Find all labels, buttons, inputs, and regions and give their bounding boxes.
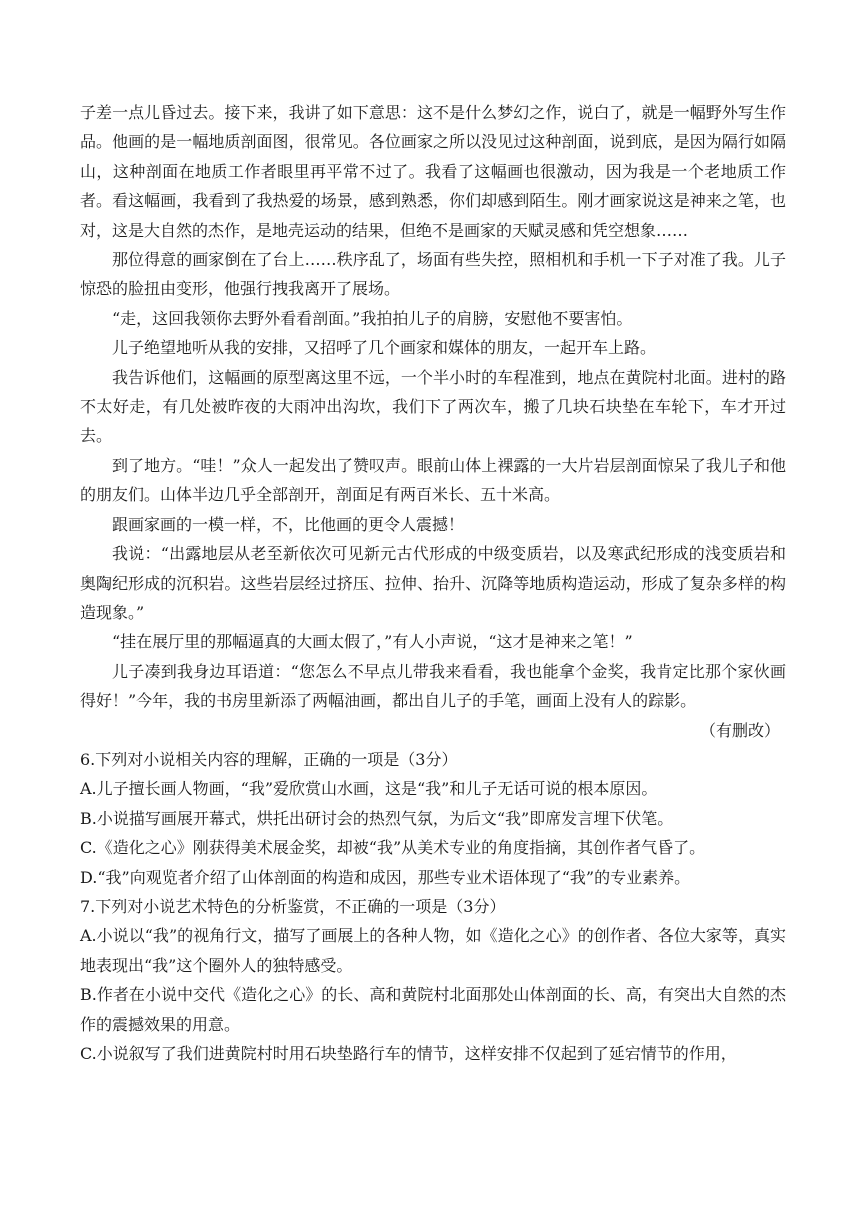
- question-6-option-d: D.“我”向观览者介绍了山体剖面的构造和成因，那些专业术语体现了“我”的专业素养。: [80, 867, 691, 887]
- story-paragraph: 到了地方。“哇！”众人一起发出了赞叹声。眼前山体上裸露的一大片岩层剖面惊呆了我儿子和他的朋友们。山体半边几乎全部剖开，剖面足有两百米长、五十米高。: [80, 455, 786, 505]
- question-6-option-a: A.儿子擅长画人物画，“我”爱欣赏山水画，这是“我”和儿子无话可说的根本原因。: [80, 779, 658, 799]
- question-7-option-a: A.小说以“我”的视角行文，描写了画展上的各种人物，如《造化之心》的创作者、各位大家等，真实地表现出“我”这个圈外人的独特感受。: [80, 926, 786, 975]
- page-content: [80, 98, 786, 1068]
- story-paragraph: “走，这回我领你去野外看看剖面。”我拍拍儿子的肩膀，安慰他不要害怕。: [112, 308, 633, 328]
- question-6-option-c: C.《造化之心》刚获得美术展金奖，却被“我”从美术专业的角度指摘，其创作者气昏了。: [80, 838, 706, 858]
- question-7-option-b: B.作者在小说中交代《造化之心》的长、高和黄院村北面那处山体剖面的长、高，有突出大自然的杰作的震撼效果的用意。: [80, 985, 786, 1034]
- story-paragraph: “挂在展厅里的那幅逼真的大画太假了，”有人小声说，“这才是神来之笔！”: [112, 632, 633, 652]
- story-paragraph: 那位得意的画家倒在了台上……秩序乱了，场面有些失控，照相机和手机一下子对准了我。儿子惊恐的脸扭由变形，他强行拽我离开了展场。: [80, 250, 786, 299]
- source-note: （有删改）: [699, 720, 780, 740]
- question-6-option-b: B.小说描写画展开幕式，烘托出研讨会的热烈气氛，为后文“我”即席发言埋下伏笔。: [80, 808, 674, 828]
- story-paragraph-continued: 子差一点儿昏过去。接下来，我讲了如下意思：这不是什么梦幻之作，说白了，就是一幅野外写生作品。他画的是一幅地质剖面图，很常见。各位画家之所以没见过这种剖面，说到底，是因为隔行如隔山，这种剖面在地质工作者眼里再平常不过了。我看了这幅画也很激动，因为我是一个老地质工作者。看这幅画，我看到了我热爱的场景，感到熟悉，你们却感到陌生。刚才画家说这是神来之笔，也对，这是大自然的杰作，是地壳运动的结果，但绝不是画家的天赋灵感和凭空想象……: [80, 103, 786, 240]
- story-paragraph: 我说：“出露地层从老至新依次可见新元古代形成的中级变质岩，以及寒武纪形成的浅变质岩和奥陶纪形成的沉积岩。这些岩层经过挤压、拉伸、抬升、沉降等地质构造运动，形成了复杂多样的构造现象。”: [80, 544, 786, 622]
- story-paragraph: 跟画家画的一模一样，不，比他画的更令人震撼！: [112, 514, 465, 534]
- story-paragraph: 儿子绝望地听从我的安排，又招呼了几个画家和媒体的朋友，一起开车上路。: [112, 338, 657, 358]
- story-paragraph: 我告诉他们，这幅画的原型离这里不远，一个半小时的车程准到，地点在黄院村北面。进村的路不太好走，有几处被昨夜的大雨冲出沟坎，我们下了两次车，搬了几块石块垫在车轮下，车才开过去。: [80, 367, 786, 446]
- story-paragraph: 儿子凑到我身边耳语道：“您怎么不早点儿带我来看看，我也能拿个金奖，我肯定比那个家伙画得好！”今年，我的书房里新添了两幅油画，都出自儿子的手笔，画面上没有人的踪影。: [80, 661, 786, 711]
- question-6-stem: 6.下列对小说相关内容的理解，正确的一项是（3分）: [80, 749, 458, 769]
- question-7-option-c: C.小说叙写了我们进黄院村时用石块垫路行车的情节，这样安排不仅起到了延宕情节的作用，: [80, 1044, 737, 1063]
- question-7-stem: 7.下列对小说艺术特色的分析鉴赏，不正确的一项是（3分）: [80, 896, 506, 916]
